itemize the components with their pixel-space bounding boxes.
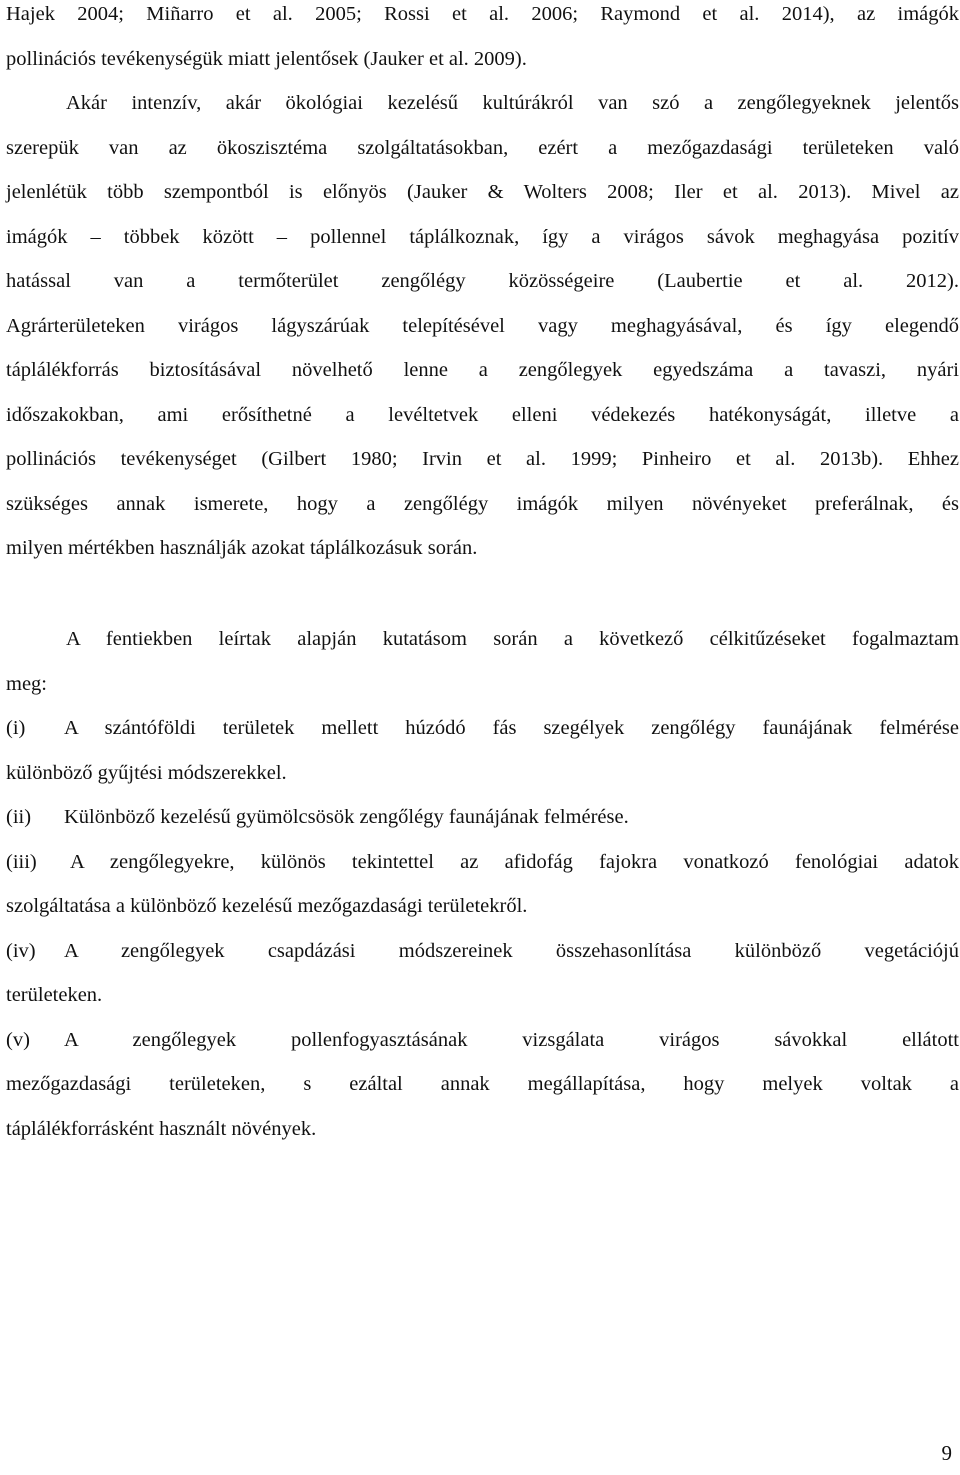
page-number: 9 bbox=[941, 1441, 952, 1465]
objective-line bbox=[6, 795, 959, 840]
objective-line: különböző gyűjtési módszerekkel. bbox=[6, 761, 287, 784]
text-line: imágók – többek között – pollennel táplálkoznak, így a virágos sávok meghagyása pozitív bbox=[6, 225, 959, 248]
text-line: meg: bbox=[6, 672, 47, 695]
text-line: Agrárterületeken virágos lágyszárúak telepítésével vagy meghagyásával, és így elegendő bbox=[6, 314, 959, 337]
objective-line: területeken. bbox=[6, 984, 103, 1006]
objective-text: A zengőlegyek csapdázási módszereinek összehasonlítása különböző vegetációjú bbox=[64, 939, 959, 962]
objective-line: mezőgazdasági területeken, s ezáltal annak megállapítása, hogy melyek voltak a bbox=[6, 1073, 959, 1095]
objective-line bbox=[6, 706, 959, 751]
objective-number: (ii) bbox=[6, 806, 32, 828]
objective-line: táplálékforrásként használt növények. bbox=[6, 1117, 317, 1140]
text-line: milyen mértékben használják azokat táplálkozásuk során. bbox=[6, 537, 478, 559]
objective-line bbox=[6, 1018, 959, 1063]
objective-item bbox=[6, 929, 959, 1018]
objective-number: (iii) bbox=[6, 850, 37, 873]
objective-item bbox=[6, 840, 959, 929]
text-line: jelenlétük több szempontból is előnyös (Jauker & Wolters 2008; Iler et al. 2013). Mivel az bbox=[6, 181, 959, 203]
text-line: táplálékforrás biztosításával növelhető lenne a zengőlegyek egyedszáma a tavaszi, nyári bbox=[6, 359, 959, 381]
paragraph-background bbox=[6, 0, 959, 571]
paragraph-objectives-intro bbox=[6, 617, 959, 706]
text-line: szerepük van az ökoszisztéma szolgáltatásokban, ezért a mezőgazdasági területeken való bbox=[6, 136, 959, 159]
objective-item bbox=[6, 795, 959, 840]
objective-number: (i) bbox=[6, 717, 26, 739]
objective-line bbox=[6, 840, 959, 885]
text-line: Hajek 2004; Miñarro et al. 2005; Rossi et al. 2006; Raymond et al. 2014), az imágók bbox=[6, 3, 959, 25]
objective-item bbox=[6, 1018, 959, 1152]
objective-line: szolgáltatása a különböző kezelésű mezőgazdasági területekről. bbox=[6, 895, 528, 917]
text-line: időszakokban, ami erősíthetné a levéltetvek elleni védekezés hatékonyságát, illetve a bbox=[6, 403, 959, 426]
objectives-list bbox=[6, 706, 959, 1151]
text-line: pollinációs tevékenységük miatt jelentősek (Jauker et al. 2009). bbox=[6, 47, 527, 70]
objective-number: (iv) bbox=[6, 939, 36, 962]
objective-number: (v) bbox=[6, 1028, 30, 1051]
objective-text: A zengőlegyekre, különös tekintettel az afidofág fajokra vonatkozó fenológiai adatok bbox=[70, 850, 959, 873]
objective-text: A szántóföldi területek mellett húzódó fás szegélyek zengőlégy faunájának felmérése bbox=[64, 717, 959, 739]
objective-text: A zengőlegyek pollenfogyasztásának vizsgálata virágos sávokkal ellátott bbox=[64, 1028, 959, 1051]
objective-line bbox=[6, 929, 959, 974]
objective-item bbox=[6, 706, 959, 795]
objective-text: Különböző kezelésű gyümölcsösök zengőlégy faunájának felmérése. bbox=[64, 806, 629, 828]
text-line: szükséges annak ismerete, hogy a zengőlégy imágók milyen növényeket preferálnak, és bbox=[6, 492, 959, 515]
text-line: pollinációs tevékenységet (Gilbert 1980; Irvin et al. 1999; Pinheiro et al. 2013b). Ehhez bbox=[6, 448, 959, 470]
text-line: hatással van a termőterület zengőlégy közösségeire (Laubertie et al. 2012). bbox=[6, 270, 959, 292]
text-line: A fentiekben leírtak alapján kutatásom során a következő célkitűzéseket fogalmaztam bbox=[66, 628, 959, 650]
text-line: Akár intenzív, akár ökológiai kezelésű kultúrákról van szó a zengőlegyeknek jelentős bbox=[66, 92, 959, 114]
